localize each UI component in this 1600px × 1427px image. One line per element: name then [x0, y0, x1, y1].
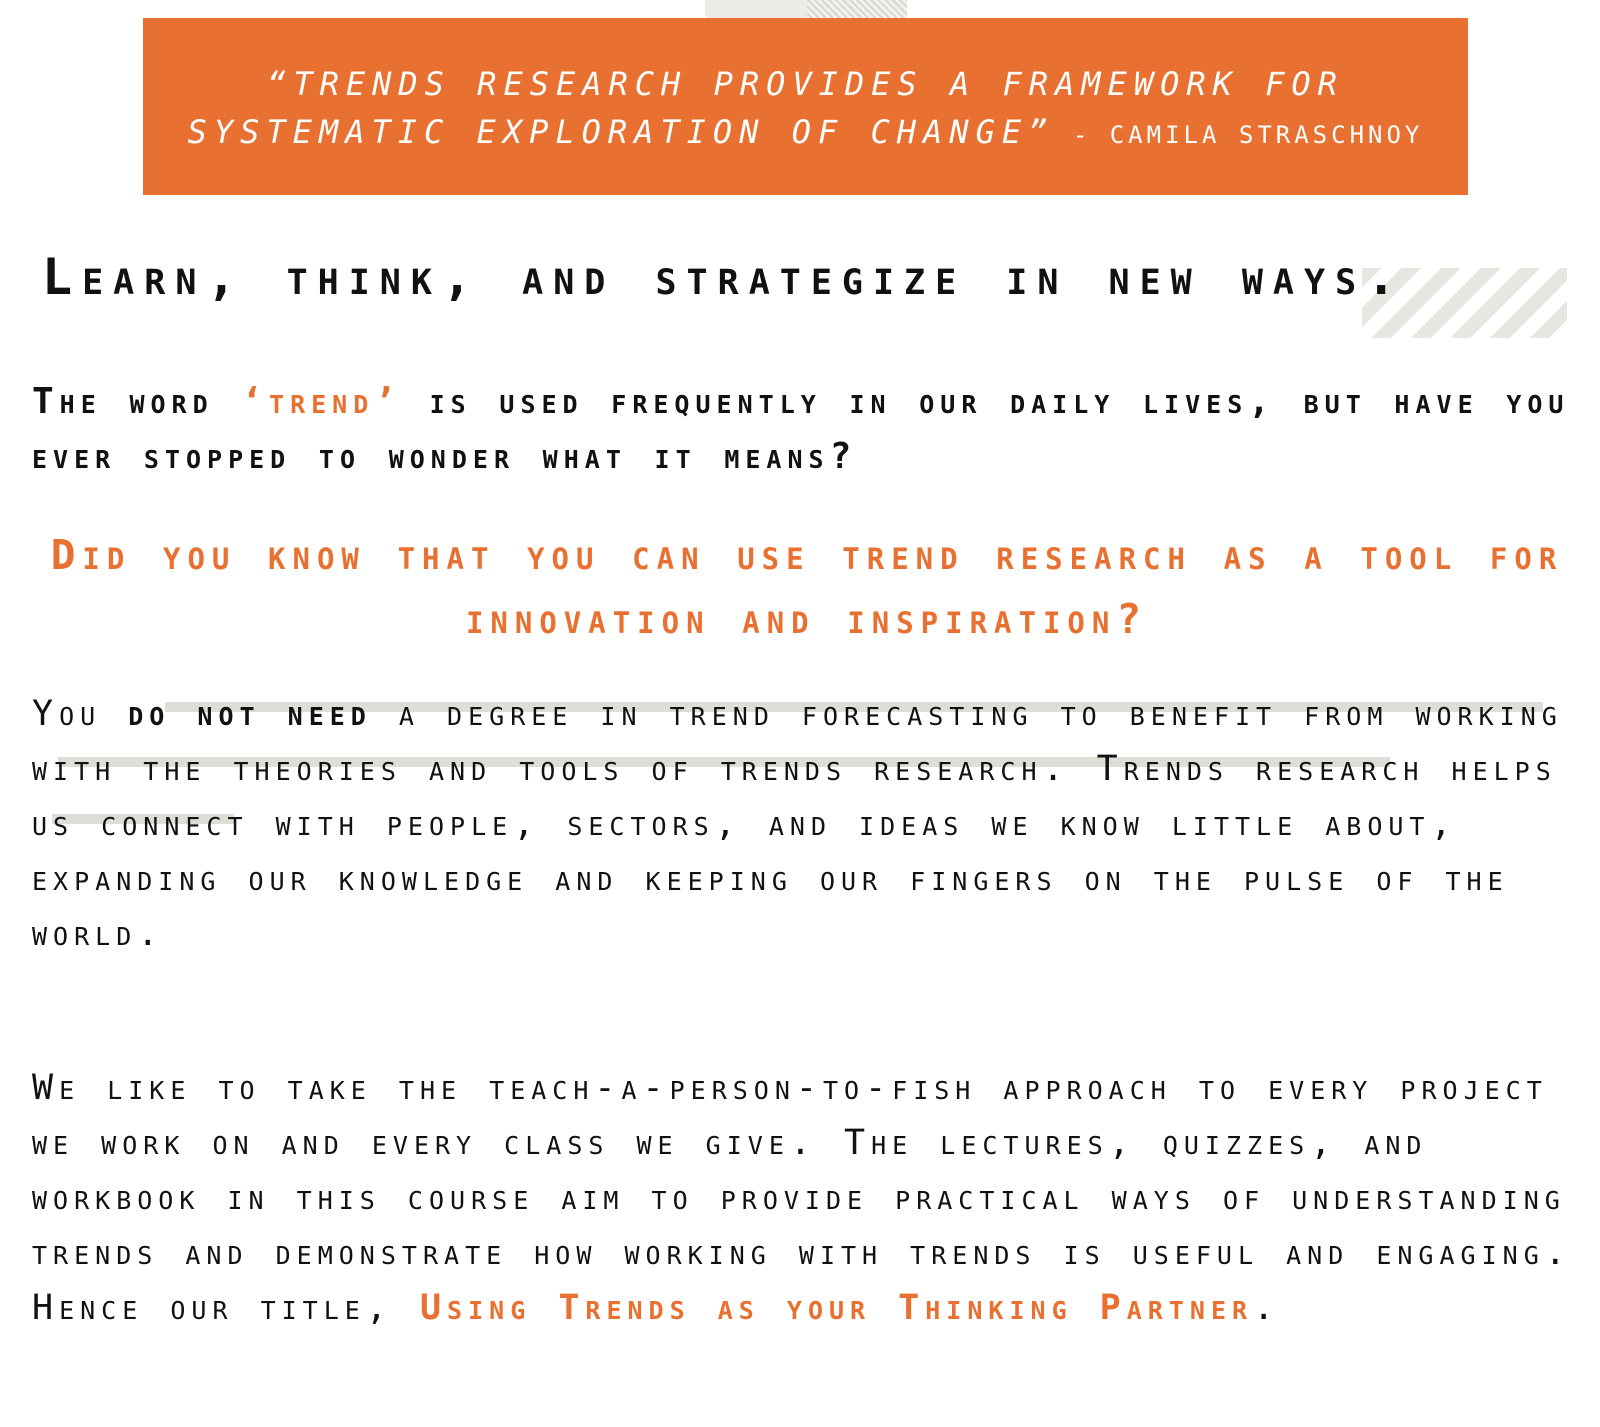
quote-banner [143, 18, 1468, 195]
course-title: Using Trends as your Thinking Partner [419, 1288, 1254, 1328]
banner-quote: “TRENDS RESEARCH PROVIDES A FRAMEWORK FOR SYSTEMATIC EXPLORATION OF CHANGE” [187, 65, 1344, 151]
p1-after: a degree in trend forecasting to benefit from working with the theories and tools of trends research. Trends research helps us connect with people, sectors, and ideas we know little about, expanding our knowledge and keeping our fingers on the pulse of the world. [32, 694, 1563, 954]
intro-keyword: ‘trend’ [241, 381, 402, 422]
page-headline: Learn, think, and strategize in new ways. [42, 248, 1407, 306]
banner-author: CAMILA STRASCHNOY [1109, 121, 1424, 149]
body-paragraph-2 [32, 1061, 1592, 1336]
p1-before: You [32, 694, 129, 734]
p2-end: . [1253, 1288, 1281, 1328]
banner-dash: - [1054, 121, 1110, 149]
p1-emphasis: do not need [128, 694, 372, 734]
intro-after: is used frequently in our daily lives, but have you ever stopped to wonder what it means? [32, 381, 1570, 477]
body-paragraph-1 [32, 687, 1592, 962]
intro-before: The word [32, 381, 242, 422]
intro-paragraph [32, 374, 1582, 484]
banner-quote-line [143, 60, 1468, 159]
p2-before: We like to take the teach-a-person-to-fish approach to every project we work on and every class we give. The lectures, quizzes, and workbook in this course aim to provide practical ways of understanding trends and demonstrate how working with trends is useful and engaging. Hence our title, [32, 1068, 1572, 1328]
question-heading: Did you know that you can use trend research as a tool for innovation and inspiration? [50, 531, 1564, 643]
